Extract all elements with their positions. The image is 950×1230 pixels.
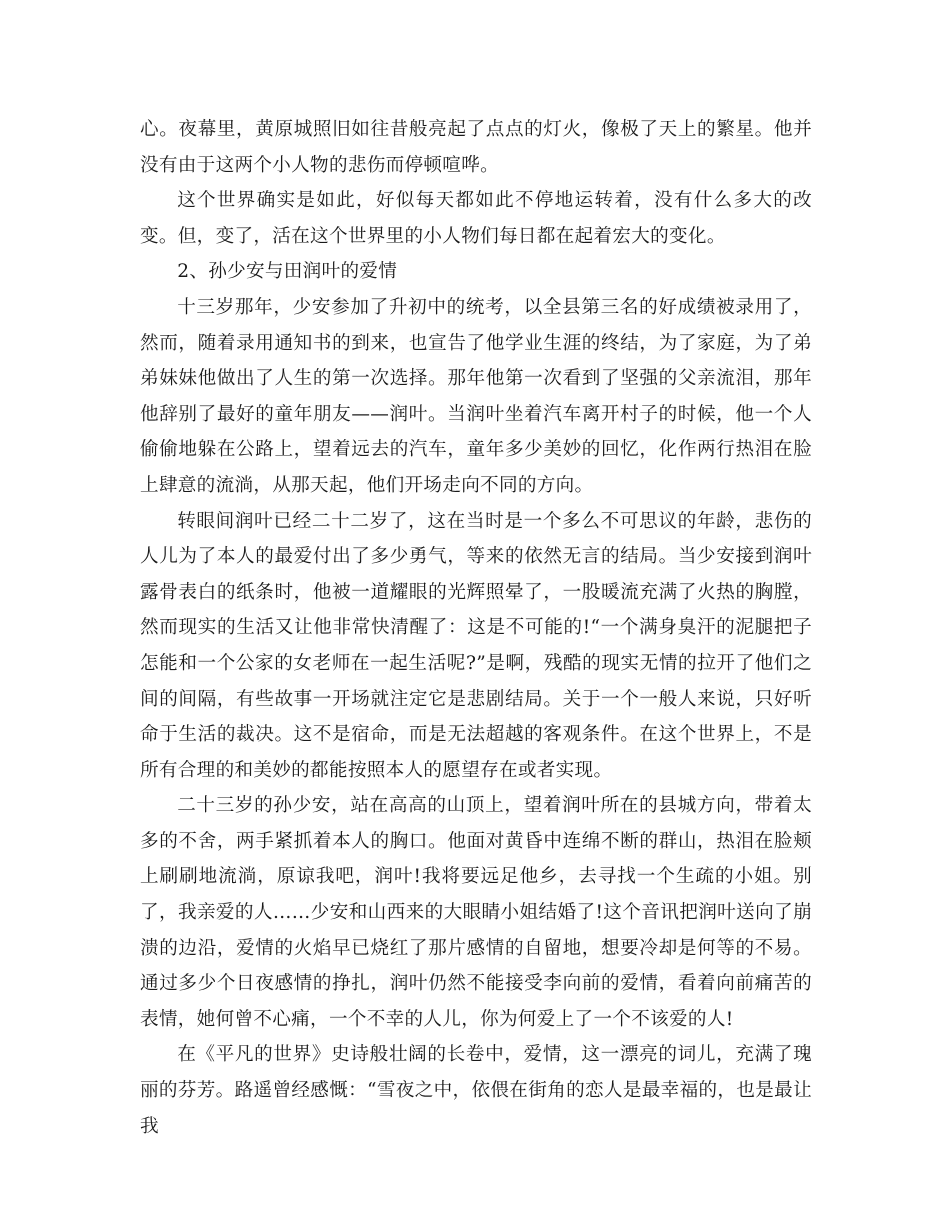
section-heading: 2、孙少安与田润叶的爱情 xyxy=(177,261,398,283)
paragraph: 十三岁那年，少安参加了升初中的统考，以全县第三名的好成绩被录用了，然而，随着录用通知书的到来，也宣告了他学业生涯的终结，为了家庭，为了弟弟妹妹他做出了人生的第一次选择。那年他第一次看到了坚强的父亲流泪，那年他辞别了最好的童年朋友——润叶。当润叶坐着汽车离开村子的时候，他一个人偷偷地躲在公路上，望着远去的汽车，童年多少美妙的回忆，化作两行热泪在脸上肆意的流淌，从那天起，他们开场走向不同的方向。 xyxy=(140,296,812,496)
paragraph: 这个世界确实是如此，好似每天都如此不停地运转着，没有什么多大的改变。但，变了，活在这个世界里的小人物们每日都在起着宏大的变化。 xyxy=(140,190,812,247)
paragraph: 在《平凡的世界》史诗般壮阔的长卷中，爱情，这一漂亮的词儿，充满了瑰丽的芬芳。路遥曾经感慨：“雪夜之中，依偎在街角的恋人是最幸福的，也是最让我 xyxy=(140,1044,812,1137)
paragraph: 二十三岁的孙少安，站在高高的山顶上，望着润叶所在的县城方向，带着太多的不舍，两手紧抓着本人的胸口。他面对黄昏中连绵不断的群山，热泪在脸颊上刷刷地流淌，原谅我吧，润叶!我将要远足他乡，去寻找一个生疏的小姐。别了，我亲爱的人……少安和山西来的大眼睛小姐结婚了!这个音讯把润叶送向了崩溃的边沿，爱情的火焰早已烧红了那片感情的自留地，想要冷却是何等的不易。通过多少个日夜感情的挣扎，润叶仍然不能接受李向前的爱情，看着向前痛苦的表情，她何曾不心痛，一个不幸的人儿，你为何爱上了一个不该爱的人! xyxy=(140,795,812,1030)
paragraph: 转眼间润叶已经二十二岁了，这在当时是一个多么不可思议的年龄，悲伤的人儿为了本人的最爱付出了多少勇气，等来的依然无言的结局。当少安接到润叶露骨表白的纸条时，他被一道耀眼的光辉照晕了，一股暖流充满了火热的胸膛，然而现实的生活又让他非常快清醒了：这是不可能的!“一个满身臭汗的泥腿把子怎能和一个公家的女老师在一起生活呢?”是啊，残酷的现实无情的拉开了他们之间的间隔，有些故事一开场就注定它是悲剧结局。关于一个一般人来说，只好听命于生活的裁决。这不是宿命，而是无法超越的客观条件。在这个世界上，不是所有合理的和美妙的都能按照本人的愿望存在或者实现。 xyxy=(140,510,812,781)
document-body xyxy=(140,112,812,1144)
paragraph-continuation: 心。夜幕里，黄原城照旧如往昔般亮起了点点的灯火，像极了天上的繁星。他并没有由于这两个小人物的悲伤而停顿喧哗。 xyxy=(140,119,812,176)
